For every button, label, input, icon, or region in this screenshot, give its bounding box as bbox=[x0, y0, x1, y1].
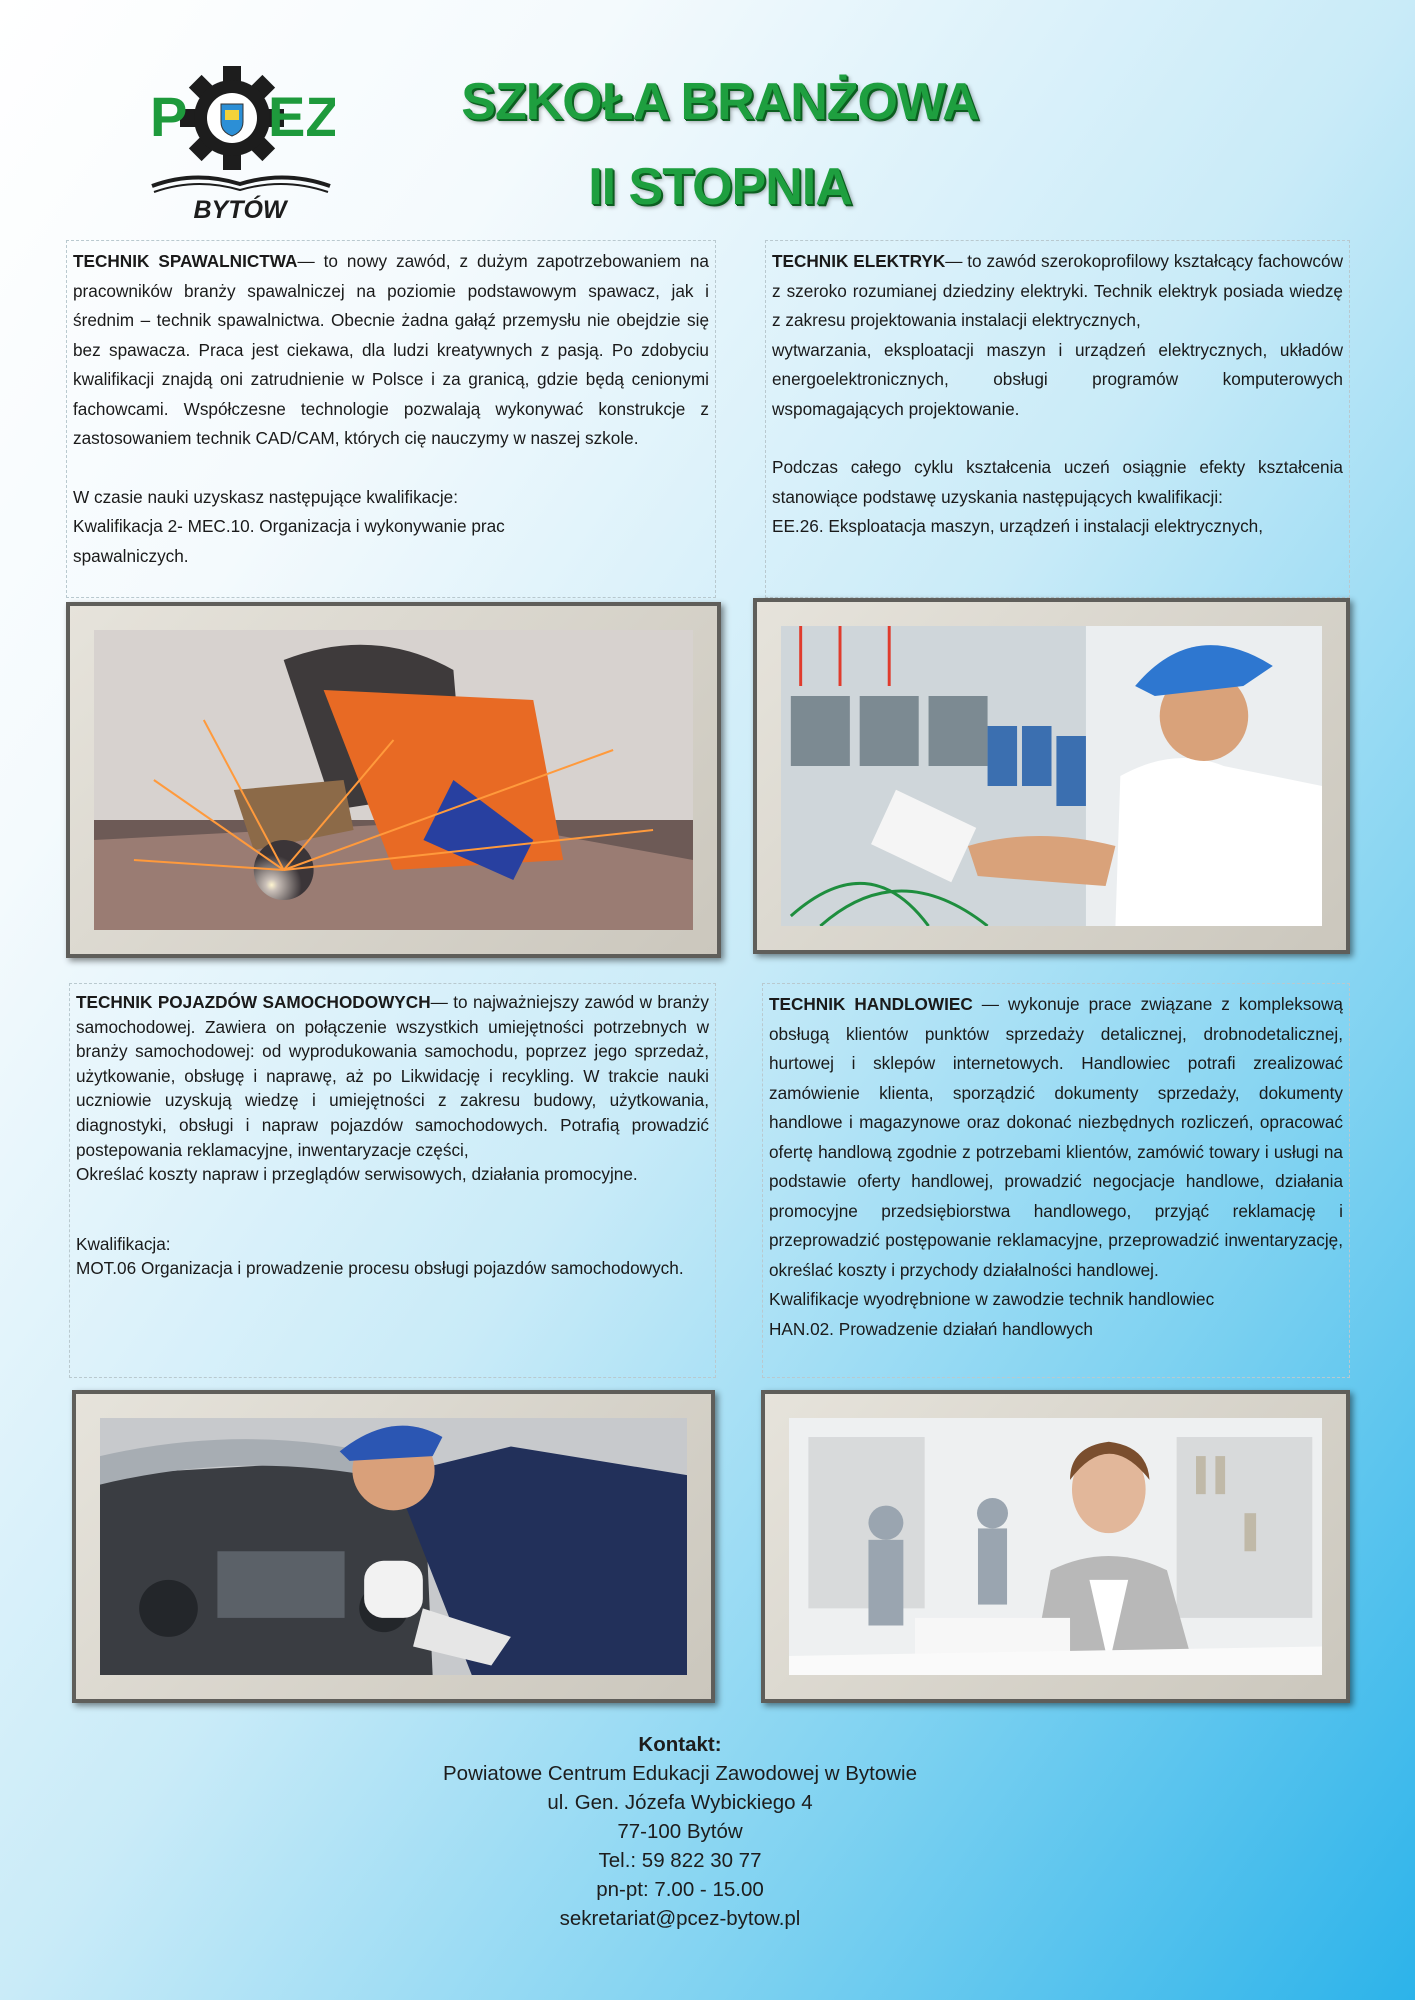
contact-phone: Tel.: 59 822 30 77 bbox=[598, 1849, 762, 1872]
section-heading: TECHNIK POJAZDÓW SAMOCHODOWYCH bbox=[76, 992, 431, 1012]
contact-city: 77-100 Bytów bbox=[617, 1820, 743, 1843]
section-intro: — to nowy zawód, z dużym zapotrzebowaniem na pracowników branży spawalniczej na poziomie podstawowym spawacz, jak i średnim – technik spawalnictwa. Obecnie żadna gałąź przemysłu nie obejdzie się bez spawacza. Praca jest ciekawa, dla ludzi kreatywnych z pasją. Po zdobyciu kwalifikacji znajdą oni zatrudnienie w Polsce i za granicą, gdzie będą cenionymi fachowcami. Współczesne technologie pozwalają wykonywać konstrukcje z zastosowaniem technik CAD/CAM, których cię nauczymy w naszej szkole. bbox=[73, 251, 709, 448]
school-logo bbox=[150, 58, 335, 223]
contact-name: Powiatowe Centrum Edukacji Zawodowej w Bytowie bbox=[443, 1762, 917, 1785]
contact-email[interactable]: sekretariat@pcez-bytow.pl bbox=[559, 1907, 801, 1930]
section-handlowiec bbox=[762, 983, 1350, 1378]
electrician-photo bbox=[781, 626, 1322, 926]
saleswoman-photo-frame bbox=[761, 1390, 1350, 1703]
contact-heading: Kontakt: bbox=[638, 1733, 722, 1756]
mechanic-photo-frame bbox=[72, 1390, 715, 1703]
contact-hours: pn-pt: 7.00 - 15.00 bbox=[596, 1878, 764, 1901]
qualification-intro: W czasie nauki uzyskasz następujące kwalifikacje: bbox=[73, 486, 458, 507]
qualification: EE.26. Eksploatacja maszyn, urządzeń i instalacji elektrycznych, bbox=[772, 516, 1264, 536]
page-title-line2: II STOPNIA bbox=[588, 158, 852, 216]
section-heading: TECHNIK ELEKTRYK bbox=[772, 251, 946, 271]
section-intro: — to zawód szerokoprofilowy kształcący fachowców z szeroko rozumianej dziedziny elektryki. Technik elektryk posiada wiedzę z zakresu projektowania instalacji elektrycznych, bbox=[772, 251, 1343, 330]
section-elektryk bbox=[765, 240, 1350, 598]
svg-text:P: P bbox=[150, 85, 188, 148]
qualification: HAN.02. Prowadzenie działań handlowych bbox=[769, 1318, 1093, 1339]
qualification-intro: Kwalifikacje wyodrębnione w zawodzie technik handlowiec bbox=[769, 1289, 1215, 1309]
welder-photo-frame bbox=[66, 602, 721, 958]
qualification: MOT.06 Organizacja i prowadzenie procesu obsługi pojazdów samochodowych. bbox=[76, 1258, 684, 1279]
section-intro: — to najważniejszy zawód w branży samochodowej. Zawiera on połączenie wszystkich umiejętności potrzebnych w branży samochodowej: od wyprodukowania samochodu, poprzez jego sprzedaż, użytkowanie, obsługę i naprawę, aż po Likwidację i recykling. W trakcie nauki uczniowie uzyskują wiedzę i umiejętności z zakresu budowy, użytkowania, diagnostyki, obsługi i napraw pojazdów samochodowych. Potrafią prowadzić postepowania reklamacyjne, inwentaryzacje części, bbox=[76, 992, 709, 1160]
qualification-intro: Kwalifikacja: bbox=[76, 1233, 171, 1254]
section-intro-continued: wytwarzania, eksploatacji maszyn i urządzeń elektrycznych, układów energoelektronicznych, obsługi programów komputerowych wspomagających projektowanie. bbox=[772, 339, 1343, 419]
svg-text:BYTÓW: BYTÓW bbox=[193, 196, 287, 223]
section-spawalnictwo bbox=[66, 240, 716, 598]
section-heading: TECHNIK HANDLOWIEC bbox=[769, 994, 973, 1014]
mechanic-photo bbox=[100, 1418, 687, 1675]
electrician-photo-frame bbox=[753, 598, 1350, 954]
qualification-intro: Podczas całego cyklu kształcenia uczeń osiągnie efekty kształcenia stanowiące podstawę uzyskania następujących kwalifikacji: bbox=[772, 457, 1343, 507]
section-intro: — wykonuje prace związane z kompleksową obsługą klientów punktów sprzedaży detalicznej, drobnodetalicznej, hurtowej i sklepów internetowych. Handlowiec potrafi zrealizować zamówienie klienta, sporządzić dokumenty sprzedaży, dokumenty handlowe i magazynowe oraz dokonać niezbędnych rozliczeń, opracować ofertę handlową zgodnie z potrzebami klientów, zamówić towary i usługi na podstawie oferty handlowej, prowadzić negocjacje handlowe, działania promocyjne przedsiębiorstwa handlowego, przyjąć reklamację i przeprowadzić postępowanie reklamacyjne, przeprowadzić inwentaryzację, określać koszty i przychody działalności handlowej. bbox=[769, 994, 1343, 1280]
qualification: Kwalifikacja 2- MEC.10. Organizacja i wykonywanie prac spawalniczych. bbox=[73, 516, 505, 566]
gear-logo-icon bbox=[150, 58, 335, 223]
contact-block bbox=[300, 1730, 1060, 1933]
svg-text:EZ: EZ bbox=[268, 85, 335, 148]
contact-street: ul. Gen. Józefa Wybickiego 4 bbox=[547, 1791, 813, 1814]
section-intro-continued: Określać koszty napraw i przeglądów serwisowych, działania promocyjne. bbox=[76, 1164, 638, 1185]
section-pojazdy bbox=[69, 983, 716, 1378]
saleswoman-photo bbox=[789, 1418, 1322, 1675]
welder-photo bbox=[94, 630, 693, 930]
section-heading: TECHNIK SPAWALNICTWA bbox=[73, 251, 298, 271]
page-title-line1: SZKOŁA BRANŻOWA bbox=[461, 73, 979, 131]
